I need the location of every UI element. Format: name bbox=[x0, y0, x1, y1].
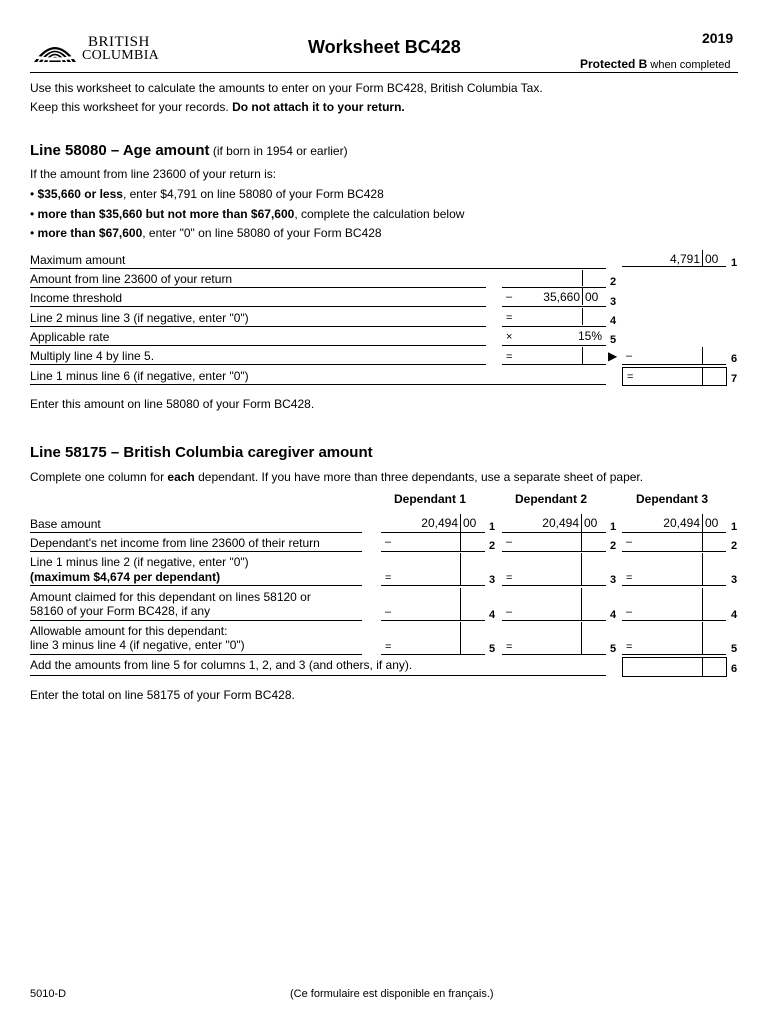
dep3-base-dollars: 20,494 bbox=[663, 516, 700, 530]
amount-line bbox=[622, 266, 726, 267]
minus-sign: – bbox=[506, 606, 513, 618]
age-line-num-7: 7 bbox=[731, 373, 738, 385]
cents-separator bbox=[581, 553, 582, 585]
minus-sign: – bbox=[506, 291, 513, 303]
age-bullet-3-bold: more than $67,600 bbox=[37, 226, 143, 240]
equals-sign: = bbox=[627, 371, 634, 383]
dep2-line-num-1: 1 bbox=[610, 521, 617, 533]
cents-separator bbox=[581, 622, 582, 654]
caregiver-instr-bold: each bbox=[167, 470, 195, 484]
cents-separator bbox=[702, 553, 703, 585]
equals-sign: = bbox=[385, 572, 392, 584]
logo-line1: BRITISH bbox=[88, 34, 150, 50]
age-heading bbox=[30, 142, 348, 159]
cents-separator bbox=[702, 347, 703, 364]
age-row-3-label: Income threshold bbox=[30, 291, 123, 305]
row-rule bbox=[30, 268, 606, 269]
age-line-num-1: 1 bbox=[731, 257, 738, 269]
age-bullet-1-bold: $35,660 or less bbox=[37, 187, 123, 201]
amount-line bbox=[622, 585, 726, 586]
cg-row-claimed-label-b: 58160 of your Form BC428, if any bbox=[30, 604, 211, 618]
dep3-line-num-2: 2 bbox=[731, 540, 738, 552]
age-heading-note: (if born in 1954 or earlier) bbox=[209, 144, 348, 158]
sun-logo-icon bbox=[32, 30, 78, 64]
age-row-1-label: Maximum amount bbox=[30, 253, 126, 267]
cents-separator bbox=[460, 622, 461, 654]
age-max-dollars: 4,791 bbox=[669, 252, 700, 266]
age-bullet-1-rest: , enter $4,791 on line 58080 of your Form BC428 bbox=[122, 187, 384, 201]
intro-line2-bold: Do not attach it to your return. bbox=[232, 100, 405, 114]
cents-separator bbox=[702, 514, 703, 532]
caregiver-heading: Line 58175 – British Columbia caregiver amount bbox=[30, 444, 373, 461]
cents-separator bbox=[460, 553, 461, 585]
dep2-line-num-5: 5 bbox=[610, 643, 617, 655]
age-line-num-5: 5 bbox=[610, 334, 617, 346]
dep1-line-num-5: 5 bbox=[489, 643, 496, 655]
amount-line bbox=[502, 551, 606, 552]
column-header-dependant-1: Dependant 1 bbox=[394, 492, 467, 506]
age-footer: Enter this amount on line 58080 of your Form BC428. bbox=[30, 397, 315, 411]
equals-sign: = bbox=[626, 572, 633, 584]
age-line-num-4: 4 bbox=[610, 315, 617, 327]
amount-line bbox=[622, 654, 726, 655]
amount-line bbox=[502, 306, 606, 307]
cents-separator bbox=[582, 347, 583, 364]
bc-logo bbox=[32, 30, 160, 66]
minus-sign: – bbox=[385, 606, 392, 618]
age-line-num-2: 2 bbox=[610, 276, 617, 288]
cents-separator bbox=[702, 588, 703, 620]
amount-line bbox=[381, 532, 485, 533]
arrow-right-icon: ▶ bbox=[608, 349, 618, 363]
cents-separator bbox=[582, 308, 583, 325]
dep3-line-num-4: 4 bbox=[731, 609, 738, 621]
age-heading-bold: Line 58080 – Age amount bbox=[30, 142, 210, 159]
cents-separator bbox=[582, 288, 583, 305]
amount-line bbox=[381, 551, 485, 552]
amount-line bbox=[502, 364, 606, 365]
dep2-line-num-4: 4 bbox=[610, 609, 617, 621]
protected-bold: Protected B bbox=[580, 57, 648, 71]
year: 2019 bbox=[702, 30, 734, 46]
cents-separator bbox=[581, 588, 582, 620]
equals-sign: = bbox=[506, 572, 513, 584]
minus-sign: – bbox=[626, 536, 633, 548]
cents-separator bbox=[581, 514, 582, 532]
minus-sign: – bbox=[626, 350, 633, 362]
age-line-num-6: 6 bbox=[731, 353, 738, 365]
cg-row-claimed-label-a: Amount claimed for this dependant on lines 58120 or bbox=[30, 590, 311, 604]
equals-sign: = bbox=[506, 312, 513, 324]
dep1-base-cents: 00 bbox=[463, 516, 477, 530]
amount-line bbox=[622, 620, 726, 621]
age-line-num-3: 3 bbox=[610, 296, 617, 308]
intro-line1: Use this worksheet to calculate the amounts to enter on your Form BC428, British Columbia Tax. bbox=[30, 81, 543, 95]
amount-line bbox=[622, 532, 726, 533]
column-header-dependant-3: Dependant 3 bbox=[636, 492, 709, 506]
age-row-7-label: Line 1 minus line 6 (if negative, enter "0") bbox=[30, 369, 249, 383]
amount-line bbox=[381, 654, 485, 655]
age-row-2-label: Amount from line 23600 of your return bbox=[30, 272, 233, 286]
cents-separator bbox=[460, 514, 461, 532]
caregiver-instruction bbox=[30, 470, 643, 484]
dep1-line-num-2: 2 bbox=[489, 540, 496, 552]
amount-line bbox=[502, 326, 606, 327]
row-rule bbox=[30, 675, 606, 676]
amount-line bbox=[502, 585, 606, 586]
page-title: Worksheet BC428 bbox=[308, 37, 461, 57]
row-rule bbox=[30, 287, 486, 288]
cg-row-allow-label-a: Allowable amount for this dependant: bbox=[30, 624, 228, 638]
row-rule bbox=[30, 364, 486, 365]
logo-line2: COLUMBIA bbox=[82, 48, 160, 63]
age-bullet-2: • more than $35,660 but not more than $67,600, complete the calculation below bbox=[30, 207, 465, 221]
equals-sign: = bbox=[385, 641, 392, 653]
age-bullet-3-rest: , enter "0" on line 58080 of your Form BC428 bbox=[142, 226, 382, 240]
row-rule bbox=[30, 620, 362, 621]
age-row-5-label: Applicable rate bbox=[30, 330, 110, 344]
equals-sign: = bbox=[506, 641, 513, 653]
dep2-line-num-3: 3 bbox=[610, 574, 617, 586]
column-header-dependant-2: Dependant 2 bbox=[515, 492, 588, 506]
dep3-line-num-3: 3 bbox=[731, 574, 738, 586]
age-bullet-1: • $35,660 or less, enter $4,791 on line 58080 of your Form BC428 bbox=[30, 187, 384, 201]
age-row-4-label: Line 2 minus line 3 (if negative, enter "0") bbox=[30, 311, 249, 325]
caregiver-total-box[interactable] bbox=[622, 657, 727, 677]
dep2-base-cents: 00 bbox=[584, 516, 598, 530]
row-rule bbox=[30, 384, 606, 385]
age-bullet-2-bold: more than $35,660 but not more than $67,600 bbox=[37, 207, 295, 221]
dep2-line-num-2: 2 bbox=[610, 540, 617, 552]
cents-separator bbox=[702, 622, 703, 654]
times-sign: × bbox=[506, 331, 513, 343]
amount-line bbox=[502, 287, 606, 288]
caregiver-instr-plain1: Complete one column for bbox=[30, 470, 168, 484]
minus-sign: – bbox=[385, 536, 392, 548]
amount-line bbox=[622, 364, 726, 365]
amount-line bbox=[502, 654, 606, 655]
intro-line2-plain: Keep this worksheet for your records. bbox=[30, 100, 233, 114]
protected-rest: when completed bbox=[647, 59, 731, 71]
intro-line2 bbox=[30, 100, 405, 114]
form-code: 5010-D bbox=[30, 988, 67, 1000]
cg-row-allow-label-b: line 3 minus line 4 (if negative, enter "0") bbox=[30, 638, 245, 652]
equals-sign: = bbox=[506, 351, 513, 363]
row-rule bbox=[30, 345, 486, 346]
row-rule bbox=[30, 585, 362, 586]
caregiver-instr-plain2: dependant. If you have more than three dependants, use a separate sheet of paper. bbox=[194, 470, 644, 484]
cg-row-net-label: Dependant's net income from line 23600 of their return bbox=[30, 536, 320, 550]
row-rule bbox=[30, 326, 486, 327]
protected-label bbox=[580, 57, 731, 71]
caregiver-line-num-6: 6 bbox=[731, 663, 738, 675]
cg-row-base-label: Base amount bbox=[30, 517, 101, 531]
equals-sign: = bbox=[626, 641, 633, 653]
cents-separator bbox=[702, 367, 703, 385]
dep3-base-cents: 00 bbox=[705, 516, 719, 530]
age-row-6-label: Multiply line 4 by line 5. bbox=[30, 349, 155, 363]
dep1-line-num-4: 4 bbox=[489, 609, 496, 621]
cents-separator bbox=[581, 533, 582, 551]
cents-separator bbox=[460, 533, 461, 551]
age-line-7-box[interactable] bbox=[622, 367, 727, 386]
row-rule bbox=[30, 532, 362, 533]
dep3-line-num-5: 5 bbox=[731, 643, 738, 655]
dep1-line-num-3: 3 bbox=[489, 574, 496, 586]
amount-line bbox=[381, 620, 485, 621]
age-max-cents: 00 bbox=[705, 252, 719, 266]
cents-separator bbox=[702, 533, 703, 551]
dep1-line-num-1: 1 bbox=[489, 521, 496, 533]
cents-separator bbox=[582, 270, 583, 286]
age-bullet-2-rest: , complete the calculation below bbox=[294, 207, 465, 221]
minus-sign: – bbox=[506, 536, 513, 548]
age-rate: 15% bbox=[577, 329, 602, 343]
cents-separator bbox=[460, 588, 461, 620]
dep3-line-num-1: 1 bbox=[731, 521, 738, 533]
cents-separator bbox=[702, 657, 703, 676]
age-threshold-dollars: 35,660 bbox=[543, 290, 580, 304]
row-rule bbox=[30, 654, 362, 655]
age-threshold-cents: 00 bbox=[585, 290, 599, 304]
minus-sign: – bbox=[626, 606, 633, 618]
amount-line bbox=[502, 620, 606, 621]
row-rule bbox=[30, 306, 486, 307]
dep1-base-dollars: 20,494 bbox=[421, 516, 458, 530]
row-rule bbox=[30, 551, 362, 552]
caregiver-footer: Enter the total on line 58175 of your Form BC428. bbox=[30, 688, 295, 702]
french-availability-note: (Ce formulaire est disponible en français.) bbox=[290, 988, 494, 1000]
cents-separator bbox=[702, 250, 703, 266]
age-bullet-3: • more than $67,600, enter "0" on line 58080 of your Form BC428 bbox=[30, 226, 382, 240]
cg-row-l1m2-label-b: (maximum $4,674 per dependant) bbox=[30, 570, 221, 584]
age-condition: If the amount from line 23600 of your return is: bbox=[30, 167, 277, 181]
amount-line bbox=[502, 345, 606, 346]
header-rule bbox=[30, 72, 738, 73]
amount-line bbox=[502, 532, 606, 533]
amount-line bbox=[622, 551, 726, 552]
amount-line bbox=[381, 585, 485, 586]
cg-row-l1m2-label-a: Line 1 minus line 2 (if negative, enter "0") bbox=[30, 555, 249, 569]
cg-row-total-label: Add the amounts from line 5 for columns 1, 2, and 3 (and others, if any). bbox=[30, 658, 413, 672]
dep2-base-dollars: 20,494 bbox=[542, 516, 579, 530]
